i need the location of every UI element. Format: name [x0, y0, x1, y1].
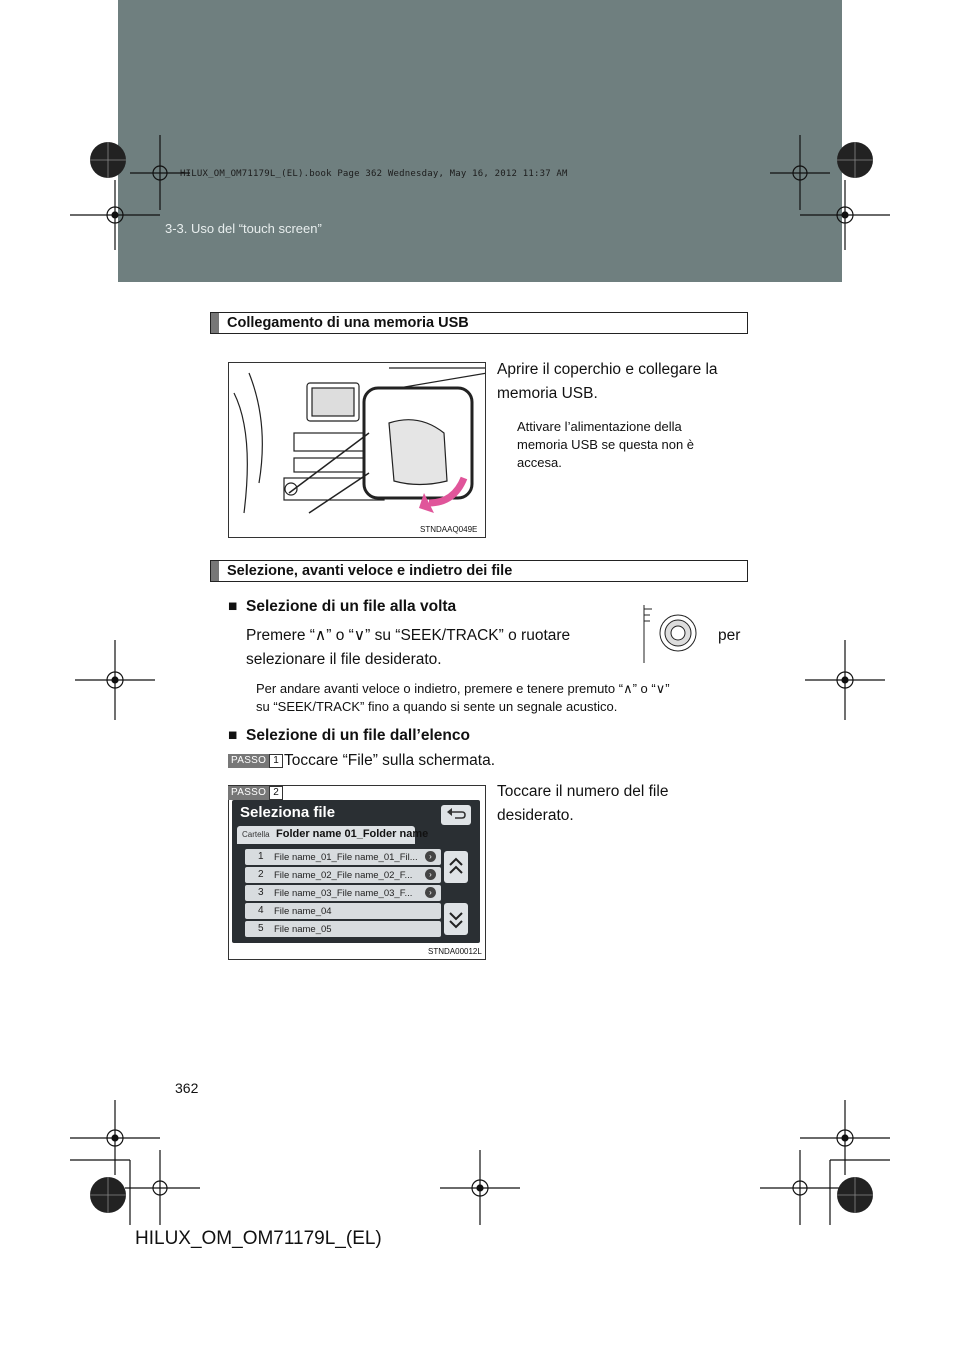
- step2-num: 2: [269, 786, 283, 800]
- subheading-list: Selezione di un file dall’elenco: [246, 727, 470, 744]
- bullet-square-icon: ■: [228, 727, 238, 744]
- chevron-right-icon[interactable]: ›: [425, 869, 436, 880]
- bullet-square-icon: ■: [228, 598, 238, 615]
- doc-code: HILUX_OM_OM71179L_(EL): [135, 1228, 382, 1249]
- usb-figure-code: STNDAAQ049E: [420, 525, 478, 534]
- usb-note-line1: Attivare l’alimentazione della: [517, 419, 682, 434]
- step1-num: 1: [269, 754, 283, 768]
- step1-text: Toccare “File” sulla schermata.: [284, 752, 496, 769]
- section-heading-usb: [210, 312, 748, 334]
- file-num: 3: [258, 887, 264, 898]
- screen-figure-code: STNDA00012L: [428, 947, 482, 956]
- scroll-up-button[interactable]: [444, 851, 468, 883]
- usb-instruction-line1: Aprire il coperchio e collegare la: [497, 361, 718, 378]
- step2-badge: [228, 786, 283, 800]
- subheading-single: Selezione di un file alla volta: [246, 598, 457, 615]
- single-text-line1: Premere “∧” o “∨” su “SEEK/TRACK” o ruotare: [246, 627, 571, 644]
- file-name: File name_04: [274, 906, 332, 917]
- tune-knob-icon: [640, 605, 700, 663]
- file-name: File name_03_File name_03_F...: [274, 888, 413, 899]
- file-num: 1: [258, 851, 264, 862]
- section-label: 3-3. Uso del “touch screen”: [165, 221, 322, 236]
- step2-text-line2: desiderato.: [497, 807, 574, 824]
- print-stamp: HILUX_OM_OM71179L_(EL).book Page 362 Wednesday, May 16, 2012 11:37 AM: [180, 169, 568, 179]
- back-button[interactable]: [441, 805, 471, 825]
- double-chevron-down-icon: [444, 903, 468, 935]
- step2-text-line1: Toccare il numero del file: [497, 783, 669, 800]
- single-note-line2: su “SEEK/TRACK” fino a quando si sente un segnale acustico.: [256, 699, 618, 714]
- step2-label: PASSO: [228, 786, 269, 800]
- double-chevron-up-icon: [444, 851, 468, 883]
- section-heading-usb-text: Collegamento di una memoria USB: [227, 315, 469, 331]
- step1-badge: [228, 754, 283, 768]
- section-heading-files: [210, 560, 748, 582]
- usb-instruction-line2: memoria USB.: [497, 385, 598, 402]
- file-num: 4: [258, 905, 264, 916]
- folder-name: Folder name 01_Folder name: [276, 828, 429, 840]
- step1-label: PASSO: [228, 754, 269, 768]
- folder-label: Cartella: [242, 830, 270, 839]
- scroll-down-button[interactable]: [444, 903, 468, 935]
- single-text-line2: selezionare il file desiderato.: [246, 651, 442, 668]
- usb-note-line3: accesa.: [517, 455, 562, 470]
- usb-port-illustration: [228, 362, 486, 538]
- back-arrow-icon: [441, 805, 471, 825]
- chevron-right-icon[interactable]: ›: [425, 851, 436, 862]
- file-name: File name_02_File name_02_F...: [274, 870, 413, 881]
- file-name: File name_05: [274, 924, 332, 935]
- single-note-line1: Per andare avanti veloce o indietro, premere e tenere premuto “∧” o “∨”: [256, 681, 670, 696]
- single-text-per: per: [718, 627, 741, 644]
- usb-note-line2: memoria USB se questa non è: [517, 437, 695, 452]
- file-name: File name_01_File name_01_Fil...: [274, 852, 418, 863]
- page-number: 362: [175, 1080, 199, 1096]
- chevron-right-icon[interactable]: ›: [425, 887, 436, 898]
- file-num: 5: [258, 923, 264, 934]
- file-num: 2: [258, 869, 264, 880]
- screen-title: Seleziona file: [240, 804, 336, 821]
- section-heading-files-text: Selezione, avanti veloce e indietro dei file: [227, 563, 513, 579]
